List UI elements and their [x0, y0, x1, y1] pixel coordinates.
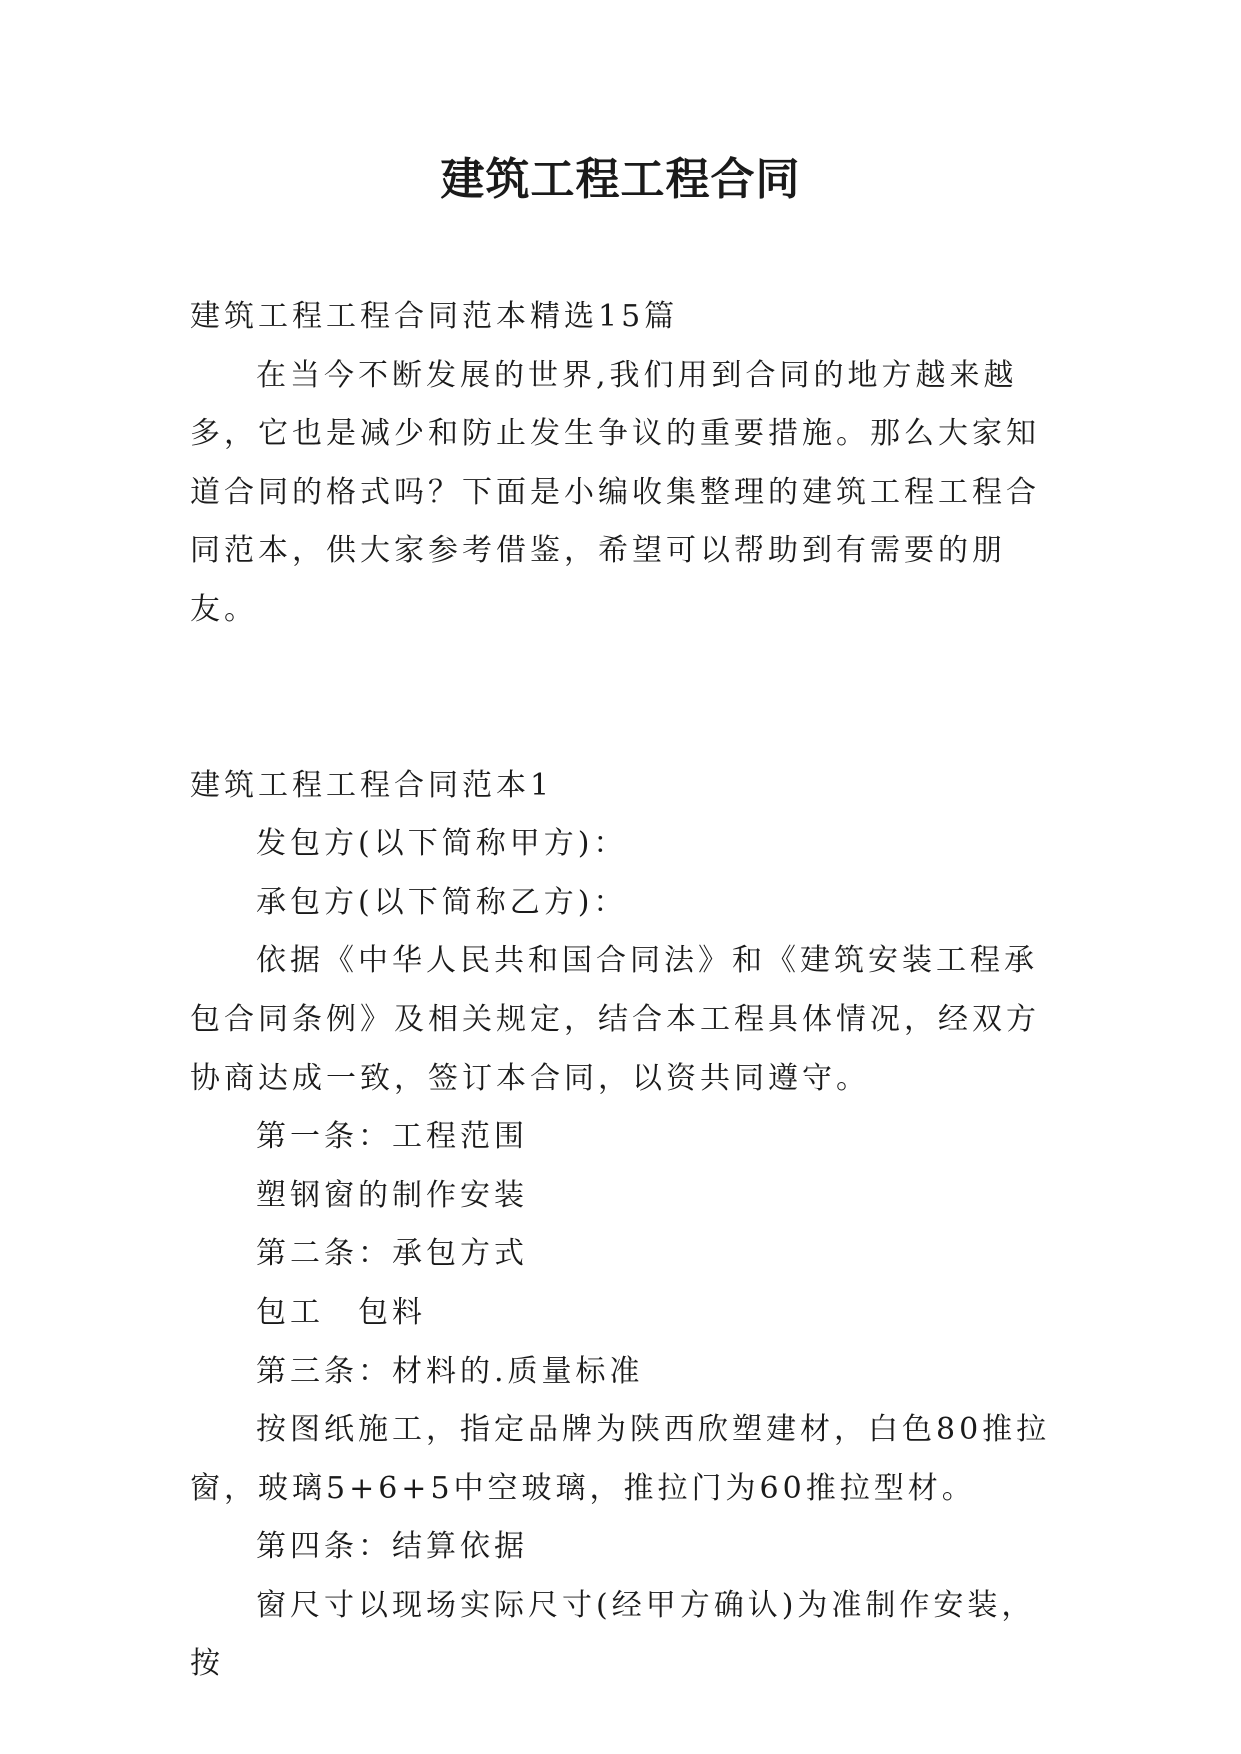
- paragraph: 发包方(以下简称甲方)：: [256, 826, 628, 862]
- paragraph: 依据《中华人民共和国合同法》和《建筑安装工程承包合同条例》及相关规定，结合本工程具体情况，经双方协商达成一致，签订本合同，以资共同遵守。: [190, 943, 1040, 1096]
- paragraph: 窗尺寸以现场实际尺寸(经甲方确认)为准制作安装，按: [190, 1587, 1036, 1682]
- paragraph: 塑钢窗的制作安装: [256, 1177, 528, 1213]
- document-body: [190, 288, 1054, 1694]
- paragraph: 建筑工程工程合同范本精选15篇: [190, 299, 679, 334]
- document-title: 建筑工程工程合同: [440, 154, 801, 205]
- section-heading: 建筑工程工程合同范本1: [190, 767, 554, 803]
- paragraph: 在当今不断发展的世界,我们用到合同的地方越来越多，它也是减少和防止发生争议的重要措施。那么大家知道合同的格式吗？下面是小编收集整理的建筑工程工程合同范本，供大家参考借鉴，希望可以帮助到有需要的朋友。: [190, 357, 1040, 627]
- clause-heading: 第二条：承包方式: [256, 1236, 528, 1272]
- paragraph: 按图纸施工，指定品牌为陕西欣塑建材，白色80推拉窗，玻璃5+6+5中空玻璃，推拉门为60推拉型材。: [190, 1412, 1051, 1506]
- paragraph: 包工 包料: [256, 1294, 426, 1330]
- paragraph-gap: [190, 640, 1054, 757]
- clause-heading: 第四条：结算依据: [256, 1529, 528, 1565]
- paragraph: 承包方(以下简称乙方)：: [256, 884, 628, 920]
- clause-heading: 第三条：材料的.质量标准: [256, 1353, 644, 1389]
- clause-heading: 第一条：工程范围: [256, 1119, 528, 1155]
